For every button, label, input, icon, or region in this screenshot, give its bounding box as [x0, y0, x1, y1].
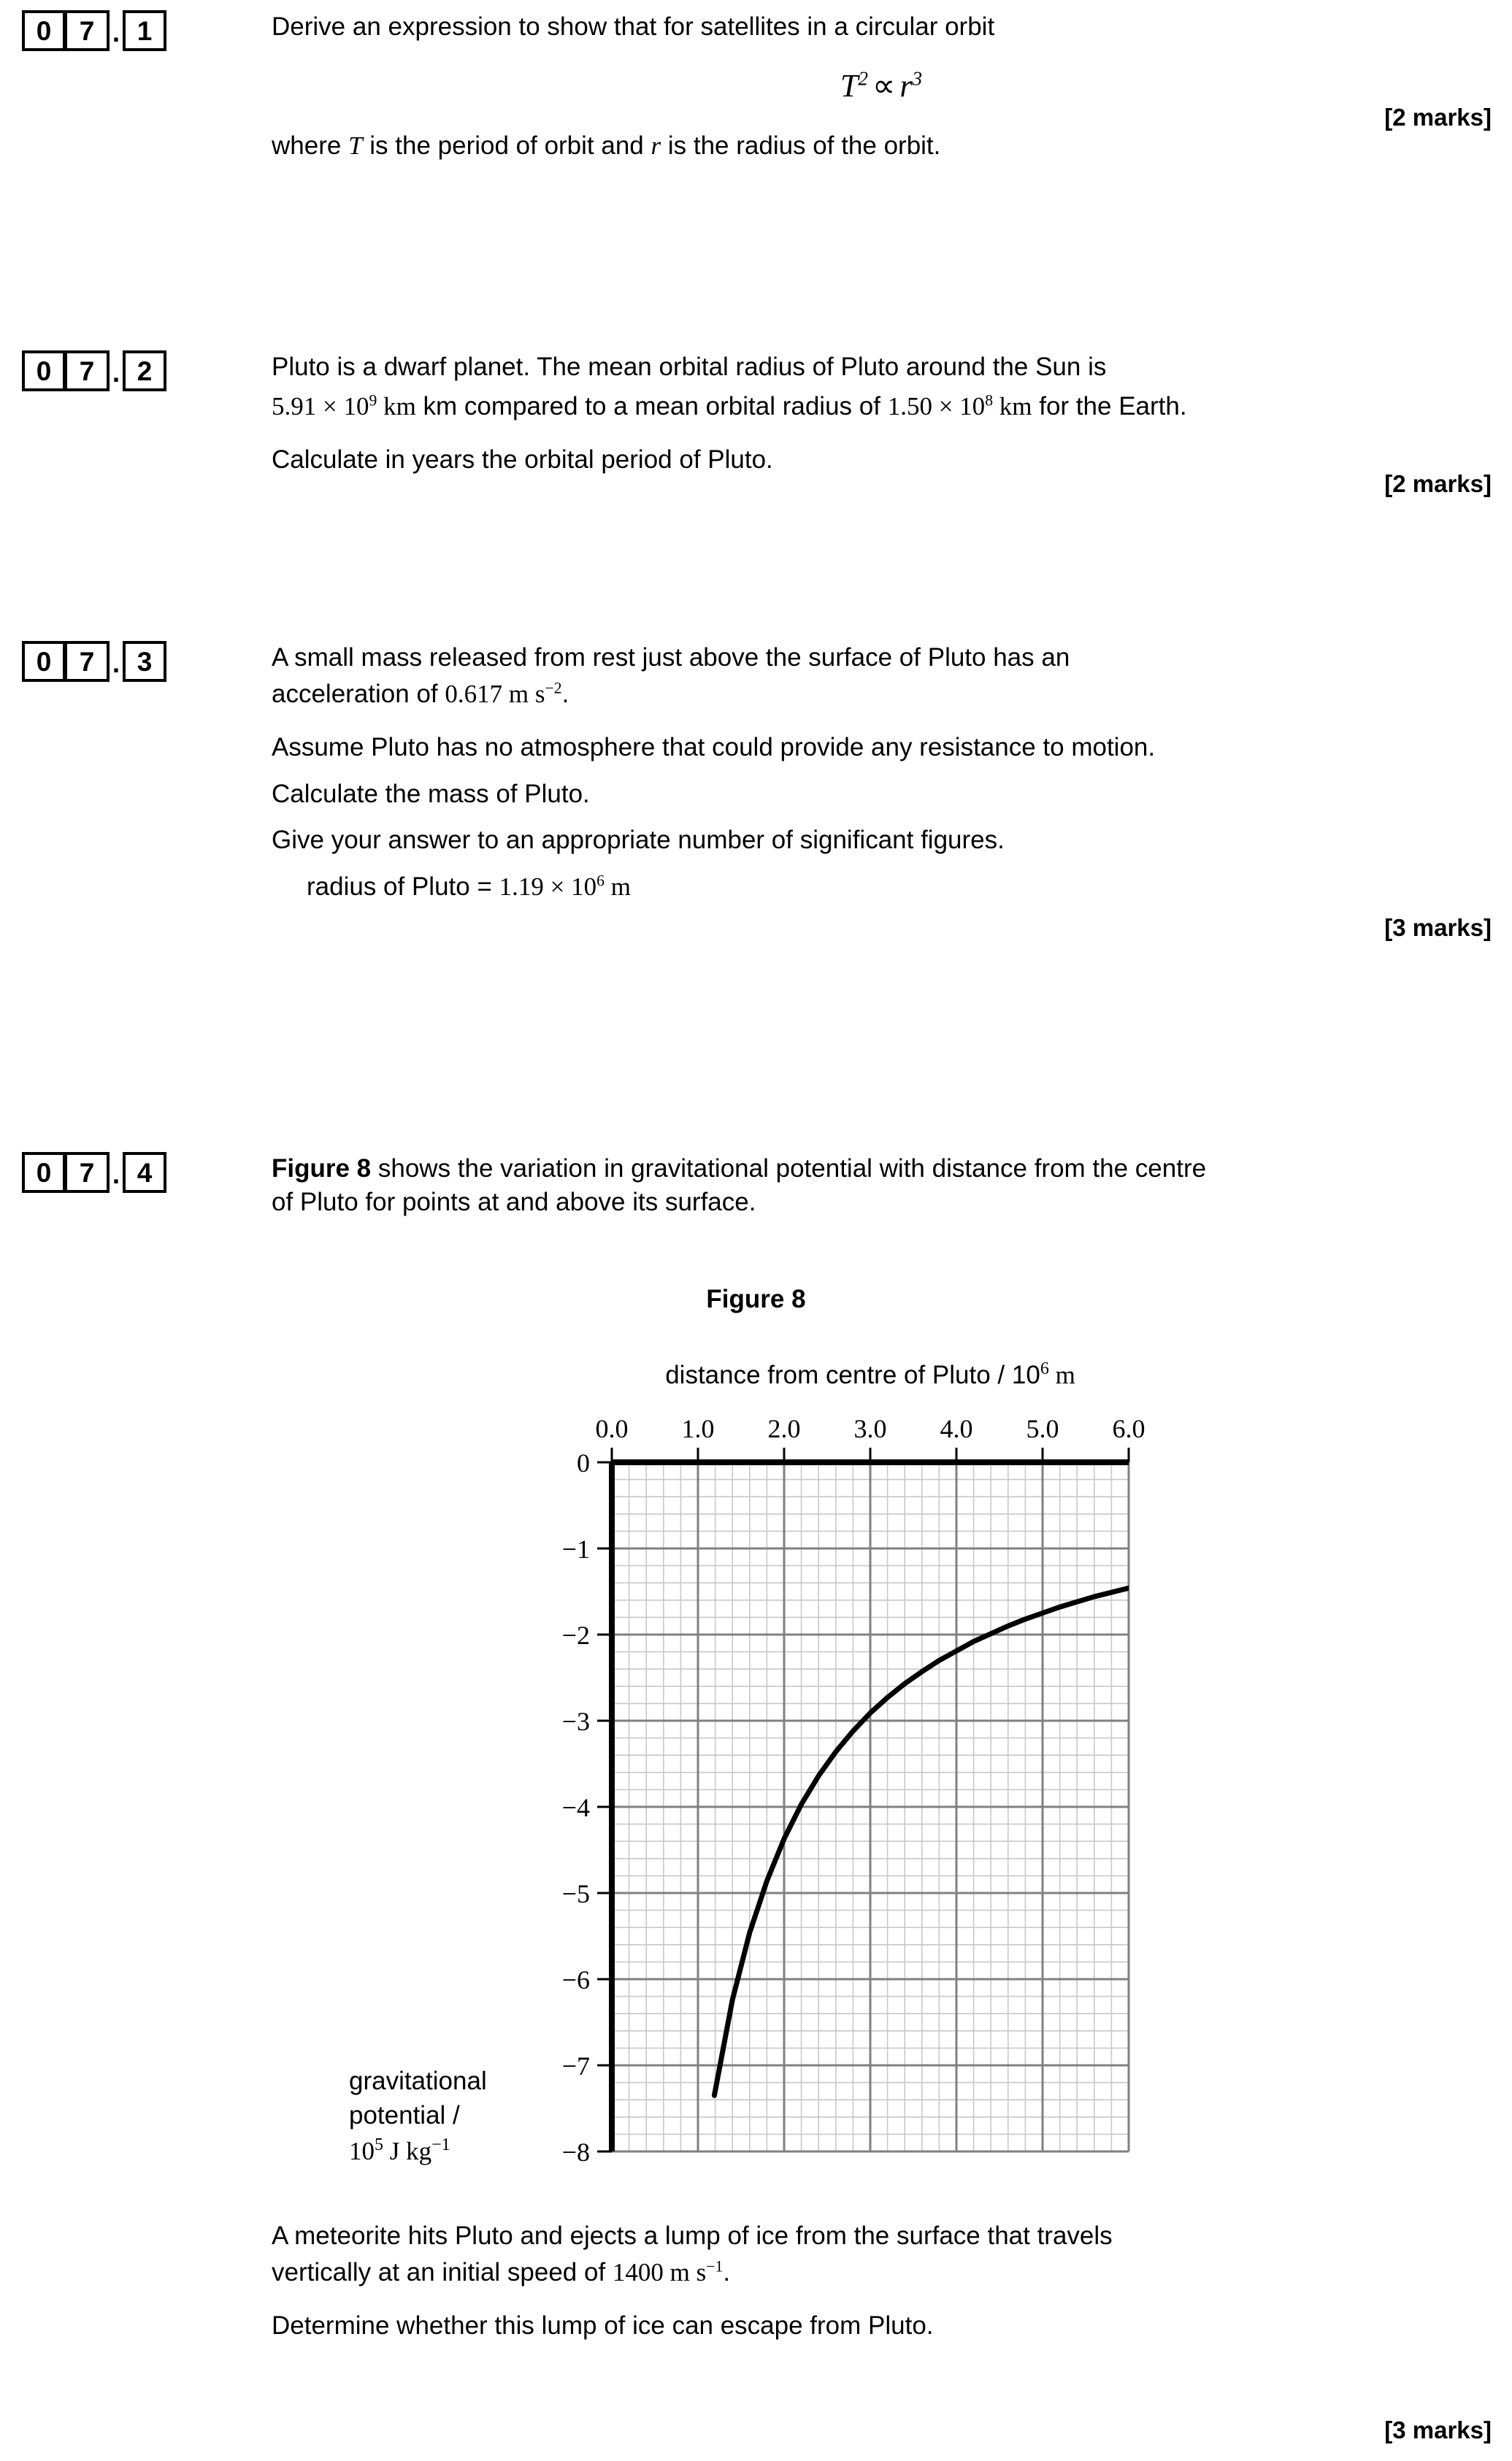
q1-where-mid: is the period of orbit and — [362, 131, 651, 160]
q3-line-6-radius — [272, 870, 1491, 904]
q3-accel-value: 0.617 m s — [445, 679, 545, 708]
q1-formula — [272, 67, 1491, 104]
x-tick-labels — [596, 1414, 1145, 1443]
question-digit-2: 7 — [66, 350, 110, 391]
y-tick-label: −6 — [561, 1965, 590, 1994]
formula-operator: ∝ — [872, 67, 896, 104]
question-number-07-3 — [22, 641, 166, 682]
q2-val-pluto-exp: 9 — [369, 391, 377, 409]
q3-accel-label: acceleration of — [272, 679, 445, 708]
q4-line-1-rest: shows the variation in gravitational potential with distance from the centre — [371, 1154, 1207, 1183]
q4-line-2: of Pluto for points at and above its surface. — [272, 1187, 756, 1216]
y-tick-label: −3 — [561, 1707, 590, 1736]
question-part-digit: 3 — [123, 641, 166, 682]
marks-07-1: [2 marks] — [1384, 104, 1492, 131]
question-part-digit: 1 — [123, 10, 166, 51]
q1-var-r: r — [651, 131, 661, 160]
q2-text-end: for the Earth. — [1032, 391, 1187, 421]
y-tick-label: −4 — [561, 1793, 590, 1822]
q2-unit-km-1: km — [377, 391, 416, 421]
x-tick-label: 1.0 — [681, 1414, 715, 1443]
x-axis-title: distance from centre of Pluto / $10^6$ m — [665, 1359, 1075, 1389]
y-tick-label: −1 — [561, 1535, 590, 1564]
q1-line-2 — [272, 129, 1491, 163]
figure-caption: Figure 8 — [706, 1285, 806, 1313]
q2-line-1: Pluto is a dwarf planet. The mean orbital radius of Pluto around the Sun is — [272, 353, 1107, 381]
q2-text-mid: km compared to a mean orbital radius of — [415, 391, 888, 421]
question-body-07-1 — [272, 10, 1491, 162]
question-part-digit: 4 — [123, 1152, 166, 1193]
q3-line-3: Assume Pluto has no atmosphere that could provide any resistance to motion. — [272, 733, 1156, 761]
question-number-07-4 — [22, 1152, 166, 1193]
tail-line-1: A meteorite hits Pluto and ejects a lump of ice from the surface that travels — [272, 2222, 1113, 2250]
question-number-dot: . — [112, 1159, 120, 1189]
graph-svg — [0, 1343, 1512, 2176]
formula-base-r: r — [899, 67, 913, 104]
q4-figure-ref: Figure 8 — [272, 1154, 372, 1183]
q1-where-pre: where — [272, 131, 349, 160]
question-number-main — [22, 350, 110, 391]
question-block-07-4 — [0, 1152, 1512, 1247]
y-tick-label: −2 — [561, 1621, 590, 1650]
formula-exp-3: 3 — [912, 66, 923, 89]
question-number-main — [22, 1152, 110, 1193]
q3-radius-label: radius of Pluto = — [307, 872, 499, 901]
question-body-07-3 — [272, 641, 1491, 903]
y-axis-title-line-2: potential / — [349, 2101, 460, 2130]
question-block-07-3 — [0, 641, 1512, 1094]
y-tick-label: 0 — [577, 1448, 590, 1478]
q3-line-4: Calculate the mass of Pluto. — [272, 779, 590, 808]
x-tick-label: 4.0 — [940, 1414, 973, 1443]
q3-line-5: Give your answer to an appropriate number of significant figures. — [272, 826, 1005, 854]
tail-speed-label: vertically at an initial speed of — [272, 2257, 613, 2287]
question-number-dot: . — [112, 18, 120, 47]
q1-where-post: is the radius of the orbit. — [661, 131, 941, 160]
tail-speed-value: 1400 m s — [612, 2257, 707, 2287]
q1-var-T: T — [348, 131, 363, 160]
question-number-main — [22, 10, 110, 51]
q2-line-3: Calculate in years the orbital period of Pluto. — [272, 445, 773, 474]
x-tick-label: 5.0 — [1026, 1414, 1059, 1443]
question-digit-1: 0 — [22, 1152, 66, 1193]
question-number-07-2 — [22, 350, 166, 391]
question-digit-1: 0 — [22, 641, 66, 682]
tail-speed-period: . — [723, 2257, 731, 2287]
q4-line-1 — [272, 1152, 1491, 1186]
q2-line-2 — [272, 390, 1491, 423]
question-digit-2: 7 — [66, 1152, 110, 1193]
tail-line-3: Determine whether this lump of ice can escape from Pluto. — [272, 2311, 934, 2340]
question-block-07-1 — [0, 10, 1512, 331]
formula-exp-2: 2 — [858, 66, 868, 89]
question-body-07-4 — [272, 1152, 1491, 1218]
tail-line-2 — [272, 2256, 1491, 2289]
axis-ticks — [597, 1448, 1129, 2151]
marks-07-4: [3 marks] — [1384, 2416, 1492, 2443]
question-digit-2: 7 — [66, 10, 110, 51]
y-axis-title-line-3: $10^5$ J $kg^{-1}$ — [349, 2135, 450, 2165]
q2-val-earth: 1.50 × 10 — [887, 391, 986, 421]
question-digit-2: 7 — [66, 641, 110, 682]
question-digit-1: 0 — [22, 350, 66, 391]
question-number-dot: . — [112, 358, 120, 388]
y-tick-labels — [562, 1448, 590, 2167]
q3-accel-period: . — [561, 679, 569, 708]
question-number-dot: . — [112, 648, 120, 678]
x-tick-label: 0.0 — [595, 1414, 629, 1443]
question-digit-1: 0 — [22, 10, 66, 51]
q3-line-2 — [272, 677, 1491, 711]
x-tick-label: 6.0 — [1112, 1414, 1145, 1443]
marks-07-2: [2 marks] — [1384, 470, 1492, 497]
q3-radius-value: 1.19 × 10 — [499, 872, 597, 901]
q3-line-1: A small mass released from rest just above the surface of Pluto has an — [272, 643, 1070, 672]
q3-accel-exp: −2 — [545, 678, 562, 696]
y-axis-title-line-1: gravitational — [349, 2067, 487, 2095]
tail-speed-exp: −1 — [706, 2257, 724, 2275]
x-tick-label: 2.0 — [767, 1414, 801, 1443]
y-tick-label: −8 — [561, 2138, 590, 2167]
q3-radius-exp: 6 — [596, 871, 605, 889]
question-body-07-2 — [272, 350, 1491, 477]
question-block-07-2 — [0, 350, 1512, 621]
y-tick-label: −7 — [561, 2051, 590, 2081]
x-tick-label: 3.0 — [853, 1414, 887, 1443]
q2-val-earth-exp: 8 — [985, 391, 994, 409]
figure-8-graph — [0, 1343, 1512, 2176]
question-part-digit: 2 — [123, 350, 166, 391]
q1-line-1: Derive an expression to show that for satellites in a circular orbit — [272, 12, 995, 41]
q2-unit-km-2: km — [993, 391, 1032, 421]
formula-base-T: T — [840, 67, 859, 104]
question-number-main — [22, 641, 110, 682]
question-number-07-1 — [22, 10, 166, 51]
q2-val-pluto: 5.91 × 10 — [272, 391, 369, 421]
q3-radius-unit: m — [604, 872, 631, 901]
marks-07-3: [3 marks] — [1384, 914, 1492, 941]
question-07-4-tail-text — [272, 2219, 1491, 2343]
y-tick-label: −5 — [561, 1879, 590, 1908]
